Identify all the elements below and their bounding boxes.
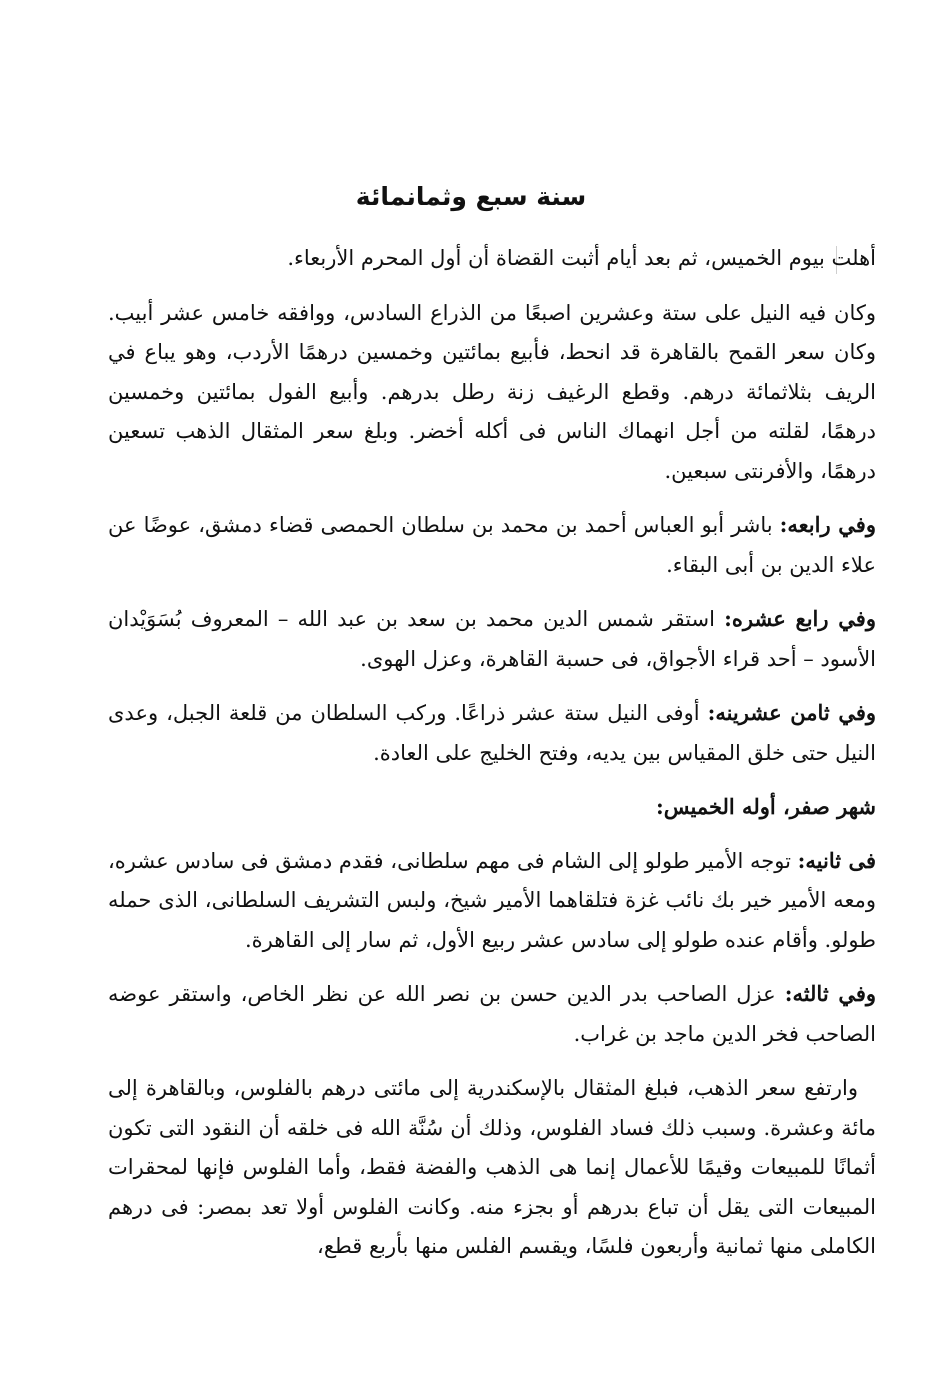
- paragraph-text: باشر أبو العباس أحمد بن محمد بن سلطان الحمصى قضاء دمشق، عوضًا عن علاء الدين بن أبى البقاء.: [108, 513, 876, 577]
- paragraph-lead: وفي ثالثه:: [784, 981, 876, 1006]
- paragraph-text: توجه الأمير طولو إلى الشام فى مهم سلطانى، فقدم دمشق فى سادس عشره، ومعه الأمير خير بك نائب غزة فتلقاهما الأمير شيخ، ولبس التشريف السلطانى، الذى حمله طولو. وأقام عنده طولو إلى سادس عشر ربيع الأول، ثم سار إلى القاهرة.: [108, 848, 876, 952]
- paragraph-lead: وفي رابع عشره:: [724, 606, 876, 631]
- paragraph: [108, 293, 876, 492]
- body-text: [108, 238, 876, 1281]
- paragraph-text: استقر شمس الدين محمد بن سعد بن عبد الله – المعروف بُسَوَيْدان الأسود – أحد قراء الأجواق، فى حسبة القاهرة، وعزل الهوى.: [108, 607, 876, 671]
- month-heading: شهر صفر، أوله الخميس:: [655, 794, 876, 819]
- paragraph-text: عزل الصاحب بدر الدين حسن بن نصر الله عن نظر الخاص، واستقر عوضه الصاحب فخر الدين ماجد بن غراب.: [108, 982, 876, 1046]
- paragraph-text: وكان فيه النيل على ستة وعشرين اصبعًا من الذراع السادس، ووافقه خامس عشر أبيب. وكان سعر القمح بالقاهرة قد انحط، فأبيع بمائتين وخمسين درهمًا الأردب، وهو يباع في الريف بثلاثمائة درهم. وقطع الرغيف زنة رطل بدرهم. وأبيع الفول بمائتين وخمسين درهمًا، لقلته من أجل انهماك الناس فى أكله أخضر. وبلغ سعر المثقال الذهب تسعين درهمًا، والأفرنتى سبعين.: [108, 300, 876, 483]
- paragraph-lead: وفي ثامن عشرينه:: [707, 700, 877, 725]
- paragraph: [108, 693, 876, 773]
- paragraph: [108, 1068, 876, 1267]
- paragraph-text: أهلت بيوم الخميس، ثم بعد أيام أثبت القضاة أن أول المحرم الأربعاء.: [287, 246, 876, 270]
- paragraph: [108, 974, 876, 1054]
- paragraph-lead: وفي رابعه:: [779, 512, 876, 537]
- paragraph-lead: فى ثانيه:: [797, 847, 876, 873]
- paragraph: [108, 841, 876, 961]
- paragraph-text: أوفى النيل ستة عشر ذراعًا. وركب السلطان من قلعة الجبل، وعدى النيل حتى خلق المقياس بين يديه، وفتح الخليج على العادة.: [108, 701, 876, 765]
- paragraph-text: وارتفع سعر الذهب، فبلغ المثقال بالإسكندرية إلى مائتى درهم بالفلوس، وبالقاهرة إلى مائة وعشرة. وسبب ذلك فساد الفلوس، وذلك أن سُنَّة الله فى خلقه أن النقود التى تكون أثمانًا للمبيعات وقيمًا للأعمال إنما هى الذهب والفضة فقط، وأما الفلوس فإنها لمحقرات المبيعات التى يقل أن تباع بدرهم أو بجزء منه. وكانت الفلوس أولا تعد بمصر: فى درهم الكاملى منها ثمانية وأربعون فلسًا، ويقسم الفلس منها بأربع قطع،: [108, 1076, 876, 1258]
- paragraph: [108, 238, 876, 279]
- page-title: سنة سبع وثمانمائة: [355, 182, 587, 211]
- paragraph: [108, 599, 876, 679]
- paragraph: [108, 505, 876, 585]
